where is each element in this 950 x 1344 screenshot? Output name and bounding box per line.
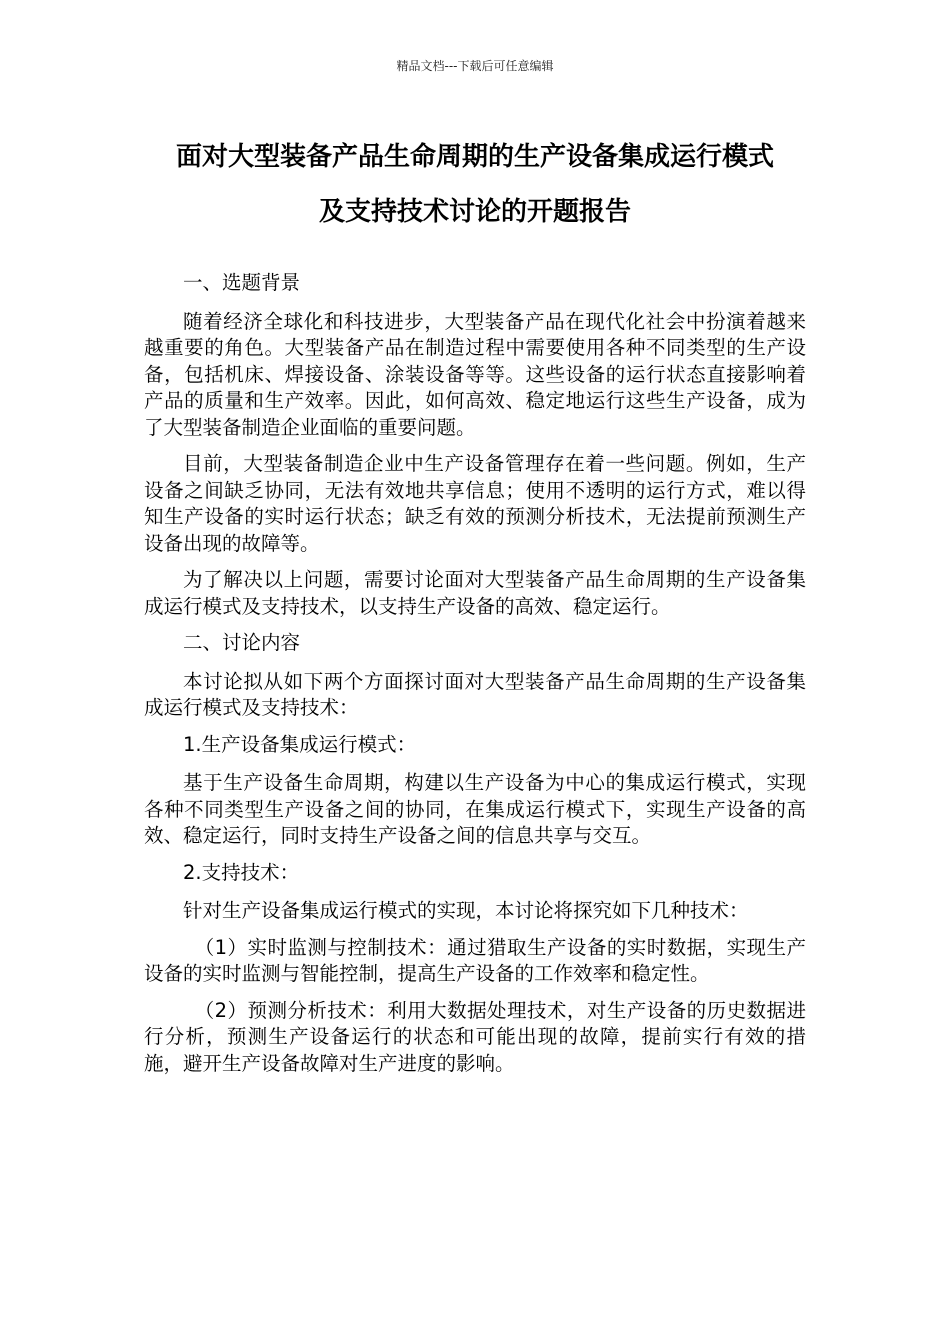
section-heading-background: 一、选题背景: [183, 271, 301, 294]
header-note: 精品文档---下载后可任意编辑: [396, 59, 554, 73]
body-paragraph: 针对生产设备集成运行模式的实现，本讨论将探究如下几种技术：: [183, 899, 749, 922]
document-title-line-2: 及支持技术讨论的开题报告: [318, 197, 631, 227]
body-paragraph: 基于生产设备生命周期，构建以生产设备为中心的集成运行模式，实现各种不同类型生产设备之间的协同，在集成运行模式下，实现生产设备的高效、稳定运行，同时支持生产设备之间的信息共享与交互。: [144, 771, 806, 847]
list-item-monitoring: （1）实时监测与控制技术：通过猎取生产设备的实时数据，实现生产设备的实时监测与智能控制，提高生产设备的工作效率和稳定性。: [144, 935, 806, 985]
body-paragraph: 随着经济全球化和科技进步，大型装备产品在现代化社会中扮演着越来越重要的角色。大型装备产品在制造过程中需要使用各种不同类型的生产设备，包括机床、焊接设备、涂装设备等等。这些设备的运行状态直接影响着产品的质量和生产效率。因此，如何高效、稳定地运行这些生产设备，成为了大型装备制造企业面临的重要问题。: [144, 309, 806, 439]
body-paragraph: 本讨论拟从如下两个方面探讨面对大型装备产品生命周期的生产设备集成运行模式及支持技术：: [144, 669, 806, 719]
section-heading-content: 二、讨论内容: [183, 631, 301, 654]
document-body: [144, 270, 806, 1087]
document-title-line-1: 面对大型装备产品生命周期的生产设备集成运行模式: [175, 142, 774, 172]
subheading-support-tech: 2.支持技术：: [183, 860, 300, 884]
body-paragraph: 为了解决以上问题，需要讨论面对大型装备产品生命周期的生产设备集成运行模式及支持技术，以支持生产设备的高效、稳定运行。: [144, 568, 806, 618]
subheading-integrated-mode: 1.生产设备集成运行模式：: [183, 732, 417, 756]
body-paragraph: 目前，大型装备制造企业中生产设备管理存在着一些问题。例如，生产设备之间缺乏协同，无法有效地共享信息；使用不透明的运行方式，难以得知生产设备的实时运行状态；缺乏有效的预测分析技术，无法提前预测生产设备出现的故障等。: [144, 452, 806, 555]
list-item-prediction: （2）预测分析技术：利用大数据处理技术，对生产设备的历史数据进行分析，预测生产设备运行的状态和可能出现的故障，提前实行有效的措施，避开生产设备故障对生产进度的影响。: [144, 998, 806, 1075]
